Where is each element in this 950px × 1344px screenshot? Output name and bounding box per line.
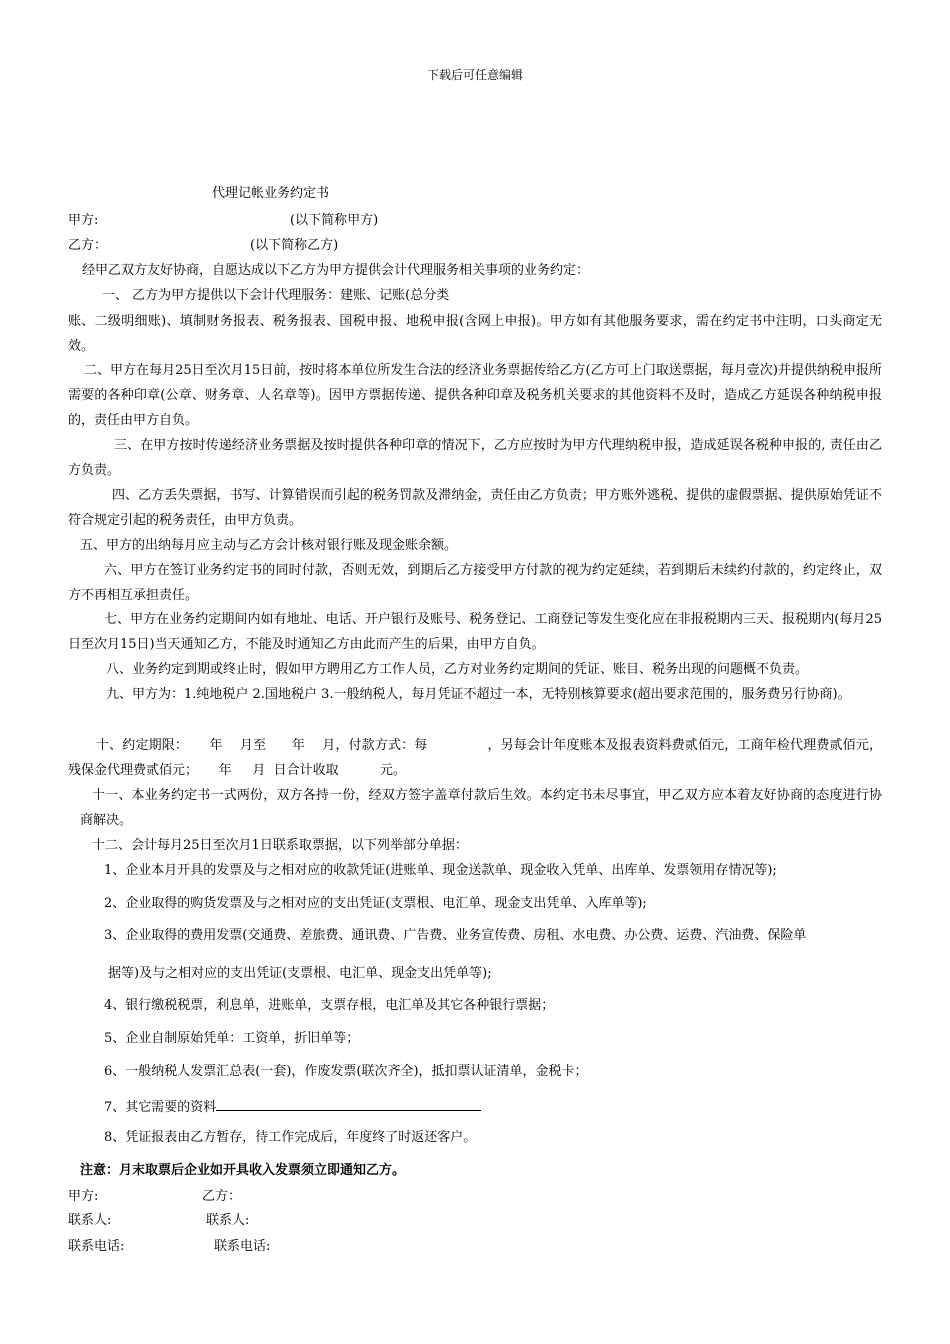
document-title: 代理记帐业务约定书 <box>212 186 330 201</box>
document-item-3-continued: 据等)及与之相对应的支出凭证(支票根、电汇单、现金支出凭单等); <box>108 966 492 981</box>
intro-paragraph: 经甲乙双方友好协商，自愿达成以下乙方为甲方提供会计代理服务相关事项的业务约定： <box>82 263 590 278</box>
clause-12: 十二、会计每月25日至次月1日联系取票据，以下列举部分单据： <box>92 838 468 853</box>
contact-phone-b: 联系电话: <box>214 1239 271 1254</box>
clause-11: 十一、本业务约定书一式两份，双方各持一份，经双方签字盖章付款后生效。本约定书未尽事宜，甲乙双方应本着友好协商的态度进行协商解决。 <box>80 788 882 828</box>
document-item-7 <box>104 1096 481 1117</box>
header-note: 下载后可任意编辑 <box>426 68 523 82</box>
notice-text: 注意：月末取票后企业如开具收入发票须立即通知乙方。 <box>80 1163 406 1178</box>
party-b-suffix: (以下简称乙方) <box>250 238 339 253</box>
document-item-8: 8、凭证报表由乙方暂存，待工作完成后，年度终了时返还客户。 <box>104 1130 477 1145</box>
contact-person-a: 联系人: <box>68 1213 112 1228</box>
clause-6: 六、甲方在签订业务约定书的同时付款，否则无效，到期后乙方接受甲方付款的视为约定延续，若到期后未续约付款的，约定终止，双方不再相互承担责任。 <box>68 563 882 603</box>
contact-phone-a: 联系电话: <box>68 1239 125 1254</box>
document-item-4: 4、银行缴税税票，利息单，进账单，支票存根，电汇单及其它各种银行票据； <box>104 998 555 1013</box>
party-b-label: 乙方： <box>68 238 108 253</box>
other-materials-blank <box>216 1096 481 1111</box>
signature-party-b: 乙方： <box>202 1189 242 1204</box>
signature-party-a: 甲方: <box>68 1189 99 1204</box>
clause-4: 四、乙方丢失票据，书写、计算错误而引起的税务罚款及滞纳金，责任由乙方负责；甲方账外逃税、提供的虚假票据、提供原始凭证不符合规定引起的税务责任，由甲方负责。 <box>68 488 882 528</box>
clause-7: 七、甲方在业务约定期间内如有地址、电话、开户银行及账号、税务登记、工商登记等发生变化应在非报税期内三天、报税期内(每月25日至次月15日)当天通知乙方，不能及时通知乙方由此而产生的后果，由甲方自负。 <box>68 612 882 652</box>
clause-8: 八、业务约定到期或终止时，假如甲方聘用乙方工作人员，乙方对业务约定期间的凭证、账目、税务出现的问题概不负责。 <box>106 662 809 677</box>
clause-9: 九、甲方为：1.纯地税户 2.国地税户 3.一般纳税人，每月凭证不超过一本，无特别核算要求(超出要求范围的，服务费另行协商)。 <box>106 687 851 702</box>
clause-10: 十、约定期限： 年 月至 年 月，付款方式：每 ，另每会计年度账本及报表资料费贰佰元，工商年检代理费贰佰元，残保金代理费贰佰元； 年 月 日合计收取 元。 <box>68 738 882 778</box>
document-item-1: 1、企业本月开具的发票及与之相对应的收款凭证(进账单、现金送款单、现金收入凭单、出库单、发票领用存情况等); <box>104 863 777 878</box>
document-item-5: 5、企业自制原始凭单：工资单，折旧单等； <box>104 1031 360 1046</box>
document-item-7-label: 7、其它需要的资料 <box>104 1100 217 1115</box>
clause-5: 五、甲方的出纳每月应主动与乙方会计核对银行账及现金账余额。 <box>80 538 458 553</box>
party-a-suffix: (以下简称甲方) <box>290 213 379 228</box>
clause-2: 二、甲方在每月25日至次月15日前，按时将本单位所发生合法的经济业务票据传给乙方(乙方可上门取送票据，每月壹次)并提供纳税申报所需要的各种印章(公章、财务章、人名章等)。因甲方票据传递、提供各种印章及税务机关要求的其他资料不及时，造成乙方延误各种纳税申报的，责任由甲方自负。 <box>68 363 882 428</box>
document-item-6: 6、一般纳税人发票汇总表(一套)，作废发票(联次齐全)，抵扣票认证清单，金税卡； <box>104 1064 588 1079</box>
contact-person-b: 联系人: <box>206 1213 250 1228</box>
clause-3: 三、在甲方按时传递经济业务票据及按时提供各种印章的情况下，乙方应按时为甲方代理纳税申报，造成延误各税种申报的, 责任由乙方负责。 <box>68 438 882 478</box>
document-item-3: 3、企业取得的费用发票(交通费、差旅费、通讯费、广告费、业务宣传费、房租、水电费、办公费、运费、汽油费、保险单 <box>104 928 807 943</box>
document-item-2: 2、企业取得的购货发票及与之相对应的支出凭证(支票根、电汇单、现金支出凭单、入库单等); <box>104 896 647 911</box>
party-a-label: 甲方: <box>68 213 99 228</box>
clause-1-first-line: 一、 乙方为甲方提供以下会计代理服务：建账、记账(总分类 <box>102 288 450 303</box>
clause-1-rest: 账、二级明细账)、填制财务报表、税务报表、国税申报、地税申报(含网上申报)。甲方如有其他服务要求，需在约定书中注明，口头商定无效。 <box>68 314 882 354</box>
